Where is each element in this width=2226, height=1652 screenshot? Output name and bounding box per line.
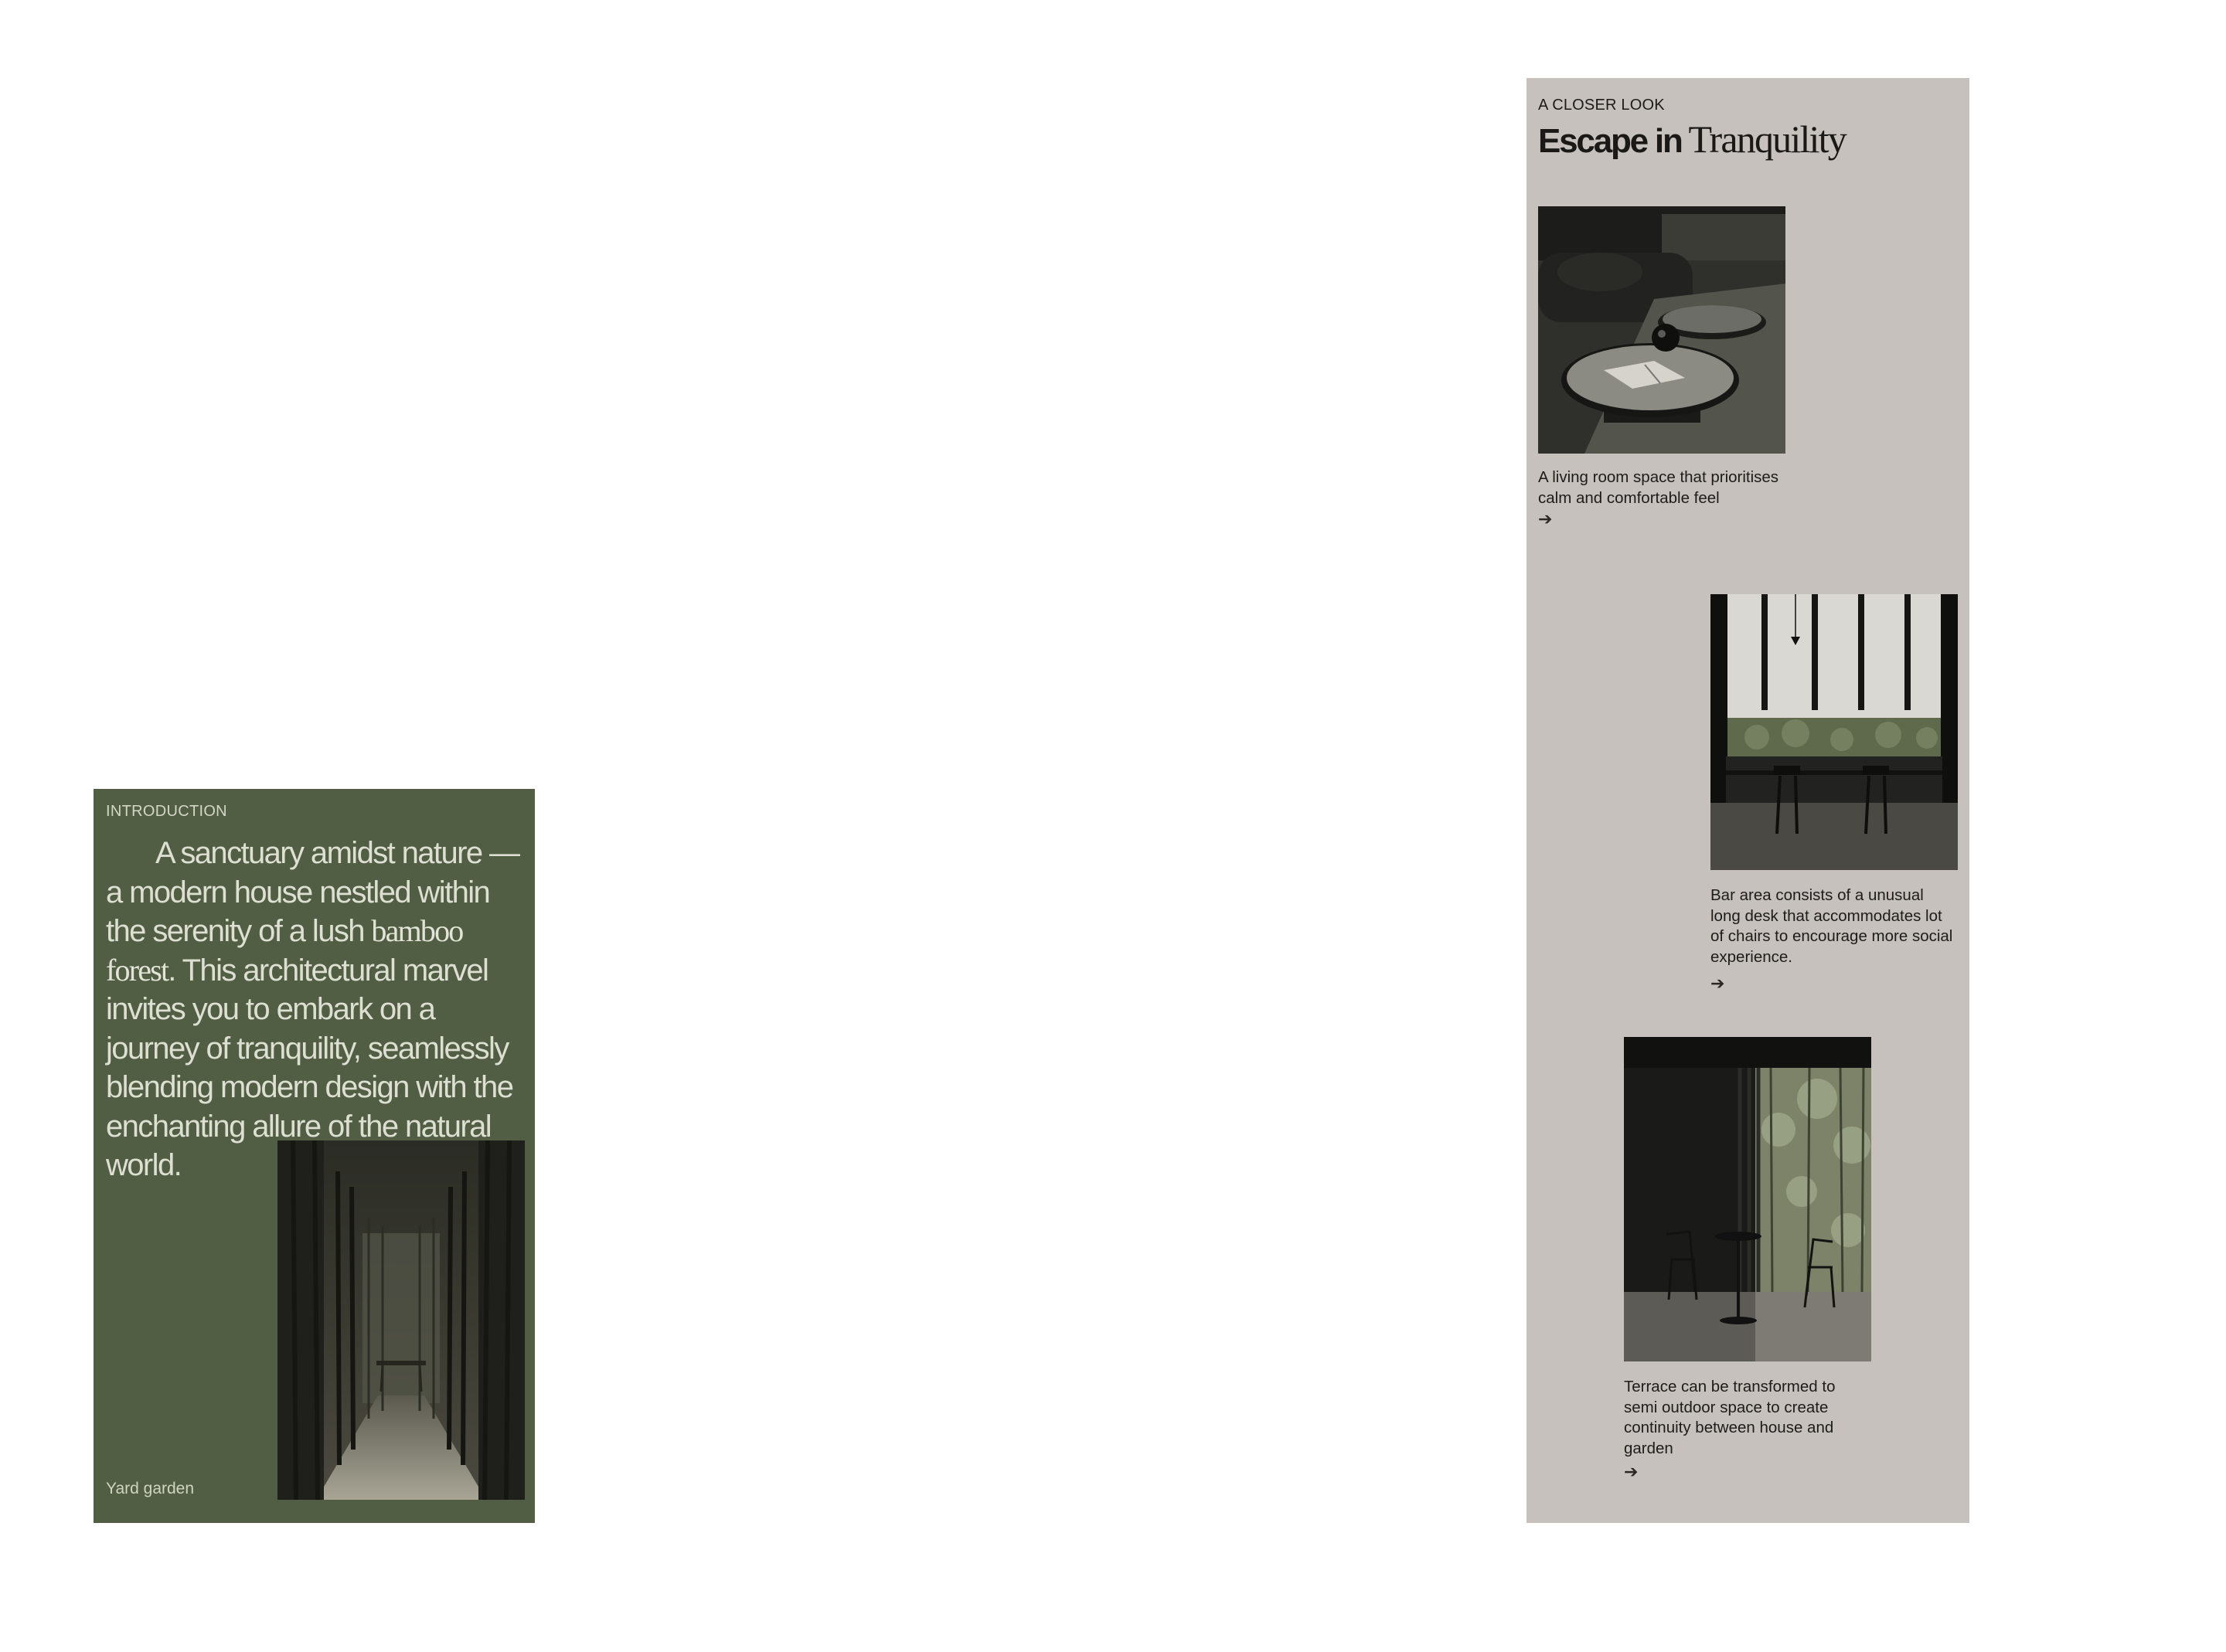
closer-look-panel (1527, 78, 1969, 1523)
title-sans-part: Escape in (1538, 122, 1682, 160)
introduction-eyebrow: INTRODUCTION (106, 803, 227, 820)
introduction-paragraph (106, 834, 529, 1185)
title-serif-part: Tranquility (1688, 117, 1846, 161)
yard-garden-caption: Yard garden (106, 1480, 195, 1497)
living-room-description: A living room space that prioritises calm and comfortable feel (1538, 468, 1779, 507)
closer-look-title (1538, 117, 1846, 161)
terrace-description: Terrace can be transformed to semi outdoor space to create continuity between house and garden (1624, 1378, 1836, 1457)
living-room-arrow-icon[interactable]: ➔ (1538, 509, 1553, 529)
introduction-body-tail: . This architectural marvel invites you to embark on a journey of tranquility, seamlessly blending modern design with the enchanting allure of the natural world. (106, 953, 513, 1182)
yard-garden-photo (277, 1140, 525, 1500)
terrace-item (1624, 1037, 1871, 1480)
terrace-photo (1624, 1037, 1871, 1361)
living-room-photo (1538, 206, 1785, 454)
introduction-body-lead: A sanctuary amidst nature —a modern house nestled within the serenity of a lush (106, 836, 519, 948)
bar-area-arrow-icon[interactable]: ➔ (1710, 974, 1725, 993)
bar-area-item (1710, 594, 1958, 992)
bar-area-photo (1710, 594, 1958, 870)
bar-area-description: Bar area consists of a unusual long desk that accommodates lot of chairs to encourage more social experience. (1710, 886, 1953, 966)
introduction-body-highlight: bamboo forest (106, 913, 463, 987)
living-room-item (1538, 206, 1785, 528)
terrace-arrow-icon[interactable]: ➔ (1624, 1462, 1639, 1481)
introduction-card (94, 789, 535, 1523)
closer-look-eyebrow: A CLOSER LOOK (1538, 97, 1665, 114)
